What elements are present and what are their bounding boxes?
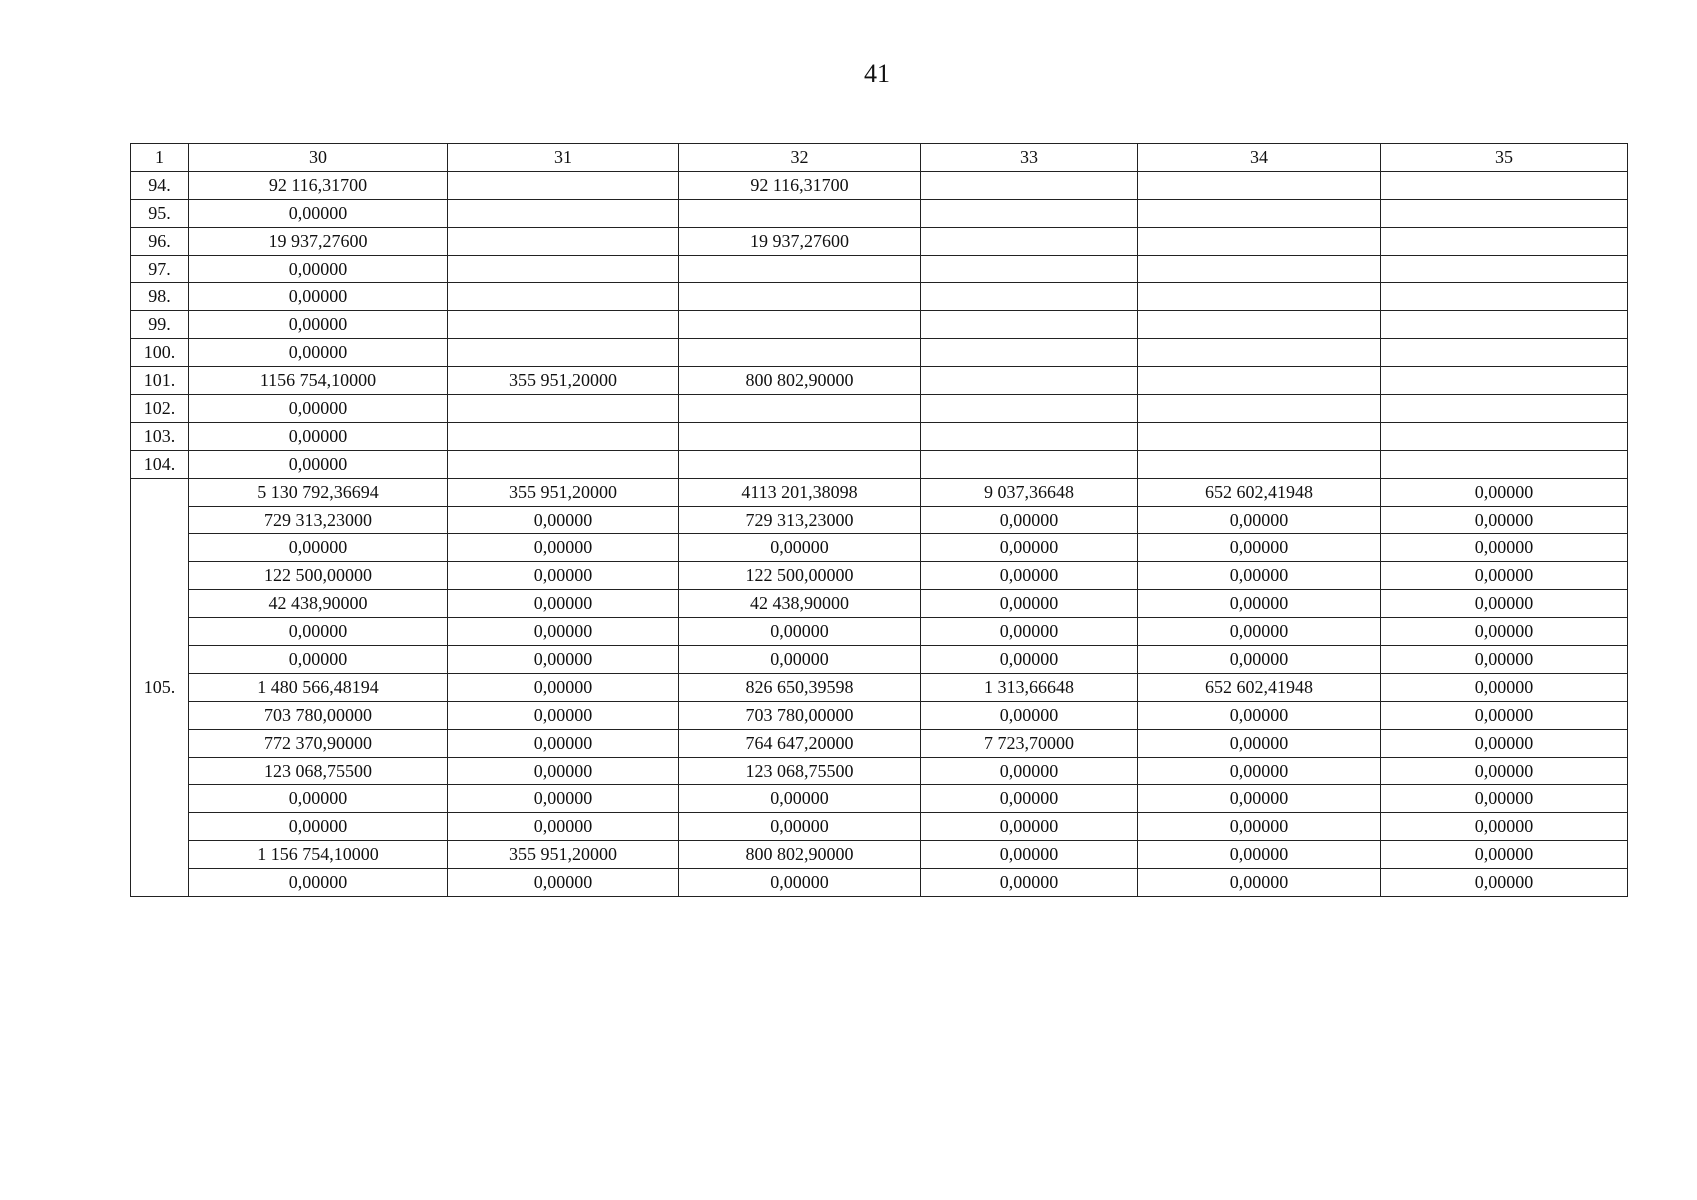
table-cell [448, 255, 679, 283]
table-cell: 0,00000 [448, 701, 679, 729]
table-cell: 0,00000 [1381, 841, 1628, 869]
table-row [131, 367, 1628, 395]
table-cell: 0,00000 [921, 785, 1138, 813]
table-row [131, 841, 1628, 869]
table-cell: 5 130 792,36694 [189, 478, 448, 506]
table-row [131, 422, 1628, 450]
table-cell [1381, 450, 1628, 478]
table-cell: 764 647,20000 [679, 729, 921, 757]
table-cell [448, 422, 679, 450]
table-cell: 652 602,41948 [1138, 673, 1381, 701]
table-cell [1381, 395, 1628, 423]
table-cell: 0,00000 [189, 869, 448, 897]
table-row [131, 478, 1628, 506]
table-cell: 0,00000 [1381, 785, 1628, 813]
table-cell [448, 450, 679, 478]
table-cell: 0,00000 [1138, 646, 1381, 674]
table-cell: 0,00000 [1138, 618, 1381, 646]
table-cell: 0,00000 [921, 701, 1138, 729]
table-cell: 0,00000 [1381, 701, 1628, 729]
header-cell: 33 [921, 144, 1138, 172]
row-number: 101. [131, 367, 189, 395]
row-number: 104. [131, 450, 189, 478]
table-row [131, 311, 1628, 339]
table-cell [921, 227, 1138, 255]
table-cell: 800 802,90000 [679, 841, 921, 869]
table-cell [1381, 199, 1628, 227]
table-cell: 0,00000 [189, 395, 448, 423]
table-cell [448, 227, 679, 255]
table-cell: 122 500,00000 [189, 562, 448, 590]
table-cell [679, 311, 921, 339]
table-cell: 1156 754,10000 [189, 367, 448, 395]
table-cell: 703 780,00000 [189, 701, 448, 729]
header-cell: 31 [448, 144, 679, 172]
table-cell: 0,00000 [1381, 813, 1628, 841]
table-cell: 0,00000 [1138, 813, 1381, 841]
table-cell [679, 283, 921, 311]
table-cell [448, 395, 679, 423]
table-cell: 0,00000 [189, 618, 448, 646]
table-cell [921, 395, 1138, 423]
table-cell [1381, 311, 1628, 339]
table-cell: 0,00000 [448, 590, 679, 618]
table-cell [448, 171, 679, 199]
table-cell: 0,00000 [1381, 646, 1628, 674]
table-cell: 0,00000 [189, 785, 448, 813]
table-cell: 0,00000 [1138, 506, 1381, 534]
table-cell: 355 951,20000 [448, 478, 679, 506]
table-cell: 652 602,41948 [1138, 478, 1381, 506]
table-cell: 0,00000 [921, 590, 1138, 618]
table-cell: 0,00000 [1138, 729, 1381, 757]
table-header [131, 144, 1628, 172]
table-row [131, 729, 1628, 757]
table-row [131, 283, 1628, 311]
table-row [131, 506, 1628, 534]
table-cell: 1 313,66648 [921, 673, 1138, 701]
table-cell [921, 171, 1138, 199]
table-cell: 0,00000 [448, 813, 679, 841]
table-cell: 0,00000 [921, 646, 1138, 674]
table-cell: 19 937,27600 [679, 227, 921, 255]
table-cell: 122 500,00000 [679, 562, 921, 590]
table-cell: 0,00000 [189, 311, 448, 339]
table-cell: 0,00000 [1381, 534, 1628, 562]
data-table [130, 143, 1628, 897]
header-cell: 35 [1381, 144, 1628, 172]
table-cell: 9 037,36648 [921, 478, 1138, 506]
table-cell: 826 650,39598 [679, 673, 921, 701]
table-row [131, 171, 1628, 199]
table-row [131, 339, 1628, 367]
table-cell: 0,00000 [1138, 757, 1381, 785]
table-cell: 42 438,90000 [189, 590, 448, 618]
table-cell: 0,00000 [189, 283, 448, 311]
table-row [131, 618, 1628, 646]
table-row [131, 813, 1628, 841]
table-cell: 355 951,20000 [448, 841, 679, 869]
header-cell: 30 [189, 144, 448, 172]
table-cell [1138, 227, 1381, 255]
table-cell: 772 370,90000 [189, 729, 448, 757]
table-cell: 0,00000 [448, 618, 679, 646]
table-cell [921, 450, 1138, 478]
table-cell: 0,00000 [679, 534, 921, 562]
table-cell [679, 422, 921, 450]
table-cell [1381, 227, 1628, 255]
table-cell: 0,00000 [448, 673, 679, 701]
table-cell: 0,00000 [1138, 785, 1381, 813]
table-row [131, 590, 1628, 618]
table-cell: 703 780,00000 [679, 701, 921, 729]
table-cell: 123 068,75500 [189, 757, 448, 785]
table-cell: 0,00000 [189, 199, 448, 227]
table-cell [448, 311, 679, 339]
table-cell: 0,00000 [1138, 841, 1381, 869]
table-cell [679, 450, 921, 478]
table-cell: 0,00000 [921, 841, 1138, 869]
table-cell: 1 480 566,48194 [189, 673, 448, 701]
table-cell: 0,00000 [1138, 534, 1381, 562]
row-number: 102. [131, 395, 189, 423]
table-cell: 0,00000 [1381, 757, 1628, 785]
table-cell: 355 951,20000 [448, 367, 679, 395]
table-cell: 0,00000 [921, 562, 1138, 590]
table-row [131, 227, 1628, 255]
table-row [131, 255, 1628, 283]
table-cell: 0,00000 [448, 562, 679, 590]
table-cell [921, 339, 1138, 367]
table-row [131, 450, 1628, 478]
row-number: 94. [131, 171, 189, 199]
table-cell [1138, 422, 1381, 450]
table-cell [679, 339, 921, 367]
table-row [131, 785, 1628, 813]
header-cell: 34 [1138, 144, 1381, 172]
table-cell: 1 156 754,10000 [189, 841, 448, 869]
table-row [131, 199, 1628, 227]
table-row [131, 673, 1628, 701]
table-cell [921, 422, 1138, 450]
table-cell [1138, 395, 1381, 423]
table-cell [1381, 171, 1628, 199]
table-cell: 0,00000 [448, 534, 679, 562]
table-cell: 0,00000 [921, 506, 1138, 534]
table-cell: 0,00000 [921, 618, 1138, 646]
table-cell: 92 116,31700 [679, 171, 921, 199]
table-cell: 0,00000 [189, 534, 448, 562]
table-cell: 0,00000 [1381, 478, 1628, 506]
table-cell [921, 199, 1138, 227]
table-row [131, 534, 1628, 562]
header-cell: 32 [679, 144, 921, 172]
table-cell [1138, 255, 1381, 283]
table-cell: 0,00000 [1138, 701, 1381, 729]
table-cell: 123 068,75500 [679, 757, 921, 785]
table-cell: 19 937,27600 [189, 227, 448, 255]
table-cell [448, 283, 679, 311]
table-cell: 0,00000 [189, 450, 448, 478]
table-cell: 0,00000 [679, 618, 921, 646]
table-row [131, 562, 1628, 590]
row-number: 97. [131, 255, 189, 283]
table-cell: 0,00000 [921, 534, 1138, 562]
table-body [131, 171, 1628, 896]
table-cell: 0,00000 [1138, 869, 1381, 897]
table-cell [679, 255, 921, 283]
row-number: 95. [131, 199, 189, 227]
table-cell: 42 438,90000 [679, 590, 921, 618]
row-number: 105. [131, 478, 189, 896]
table-cell [1138, 199, 1381, 227]
table-row [131, 395, 1628, 423]
table-cell [1138, 171, 1381, 199]
table-cell [1138, 311, 1381, 339]
table-cell: 0,00000 [189, 646, 448, 674]
table-cell: 0,00000 [1138, 590, 1381, 618]
header-row [131, 144, 1628, 172]
table-cell [1138, 339, 1381, 367]
table-cell: 0,00000 [679, 813, 921, 841]
table-cell [1381, 367, 1628, 395]
table-cell: 0,00000 [1381, 869, 1628, 897]
table-row [131, 701, 1628, 729]
table-cell [448, 199, 679, 227]
table-cell: 0,00000 [921, 757, 1138, 785]
table-cell: 0,00000 [448, 757, 679, 785]
table-cell: 729 313,23000 [679, 506, 921, 534]
table-cell: 0,00000 [1138, 562, 1381, 590]
table-cell: 0,00000 [679, 869, 921, 897]
table-cell: 0,00000 [189, 339, 448, 367]
table-cell: 0,00000 [448, 869, 679, 897]
table-cell [448, 339, 679, 367]
table-cell: 800 802,90000 [679, 367, 921, 395]
row-number: 96. [131, 227, 189, 255]
page-number: 41 [864, 59, 890, 88]
table-cell: 0,00000 [1381, 506, 1628, 534]
table-cell: 729 313,23000 [189, 506, 448, 534]
table-cell: 0,00000 [1381, 618, 1628, 646]
table-cell [679, 395, 921, 423]
table-cell: 0,00000 [448, 646, 679, 674]
table-cell [1138, 450, 1381, 478]
table-row [131, 646, 1628, 674]
row-number: 100. [131, 339, 189, 367]
table-cell: 0,00000 [679, 785, 921, 813]
table-cell [1381, 283, 1628, 311]
table-cell: 0,00000 [921, 869, 1138, 897]
table-cell [679, 199, 921, 227]
table-cell: 0,00000 [448, 729, 679, 757]
table-row [131, 869, 1628, 897]
table-cell [1138, 367, 1381, 395]
header-cell: 1 [131, 144, 189, 172]
row-number: 103. [131, 422, 189, 450]
table-cell: 0,00000 [448, 506, 679, 534]
table-cell [921, 283, 1138, 311]
table-cell: 0,00000 [189, 422, 448, 450]
row-number: 99. [131, 311, 189, 339]
table-cell: 0,00000 [189, 255, 448, 283]
table-cell: 0,00000 [1381, 562, 1628, 590]
table-cell [921, 311, 1138, 339]
table-cell: 7 723,70000 [921, 729, 1138, 757]
table-cell: 0,00000 [1381, 673, 1628, 701]
table-cell [1381, 422, 1628, 450]
table-cell: 0,00000 [921, 813, 1138, 841]
table-cell [1138, 283, 1381, 311]
table-cell [1381, 255, 1628, 283]
table-cell: 0,00000 [679, 646, 921, 674]
table-cell: 0,00000 [1381, 590, 1628, 618]
table-cell [921, 367, 1138, 395]
table-cell: 0,00000 [189, 813, 448, 841]
table-row [131, 757, 1628, 785]
table-cell [921, 255, 1138, 283]
table-cell: 92 116,31700 [189, 171, 448, 199]
row-number: 98. [131, 283, 189, 311]
table-cell: 0,00000 [1381, 729, 1628, 757]
table-cell: 0,00000 [448, 785, 679, 813]
table-cell: 4113 201,38098 [679, 478, 921, 506]
table-cell [1381, 339, 1628, 367]
